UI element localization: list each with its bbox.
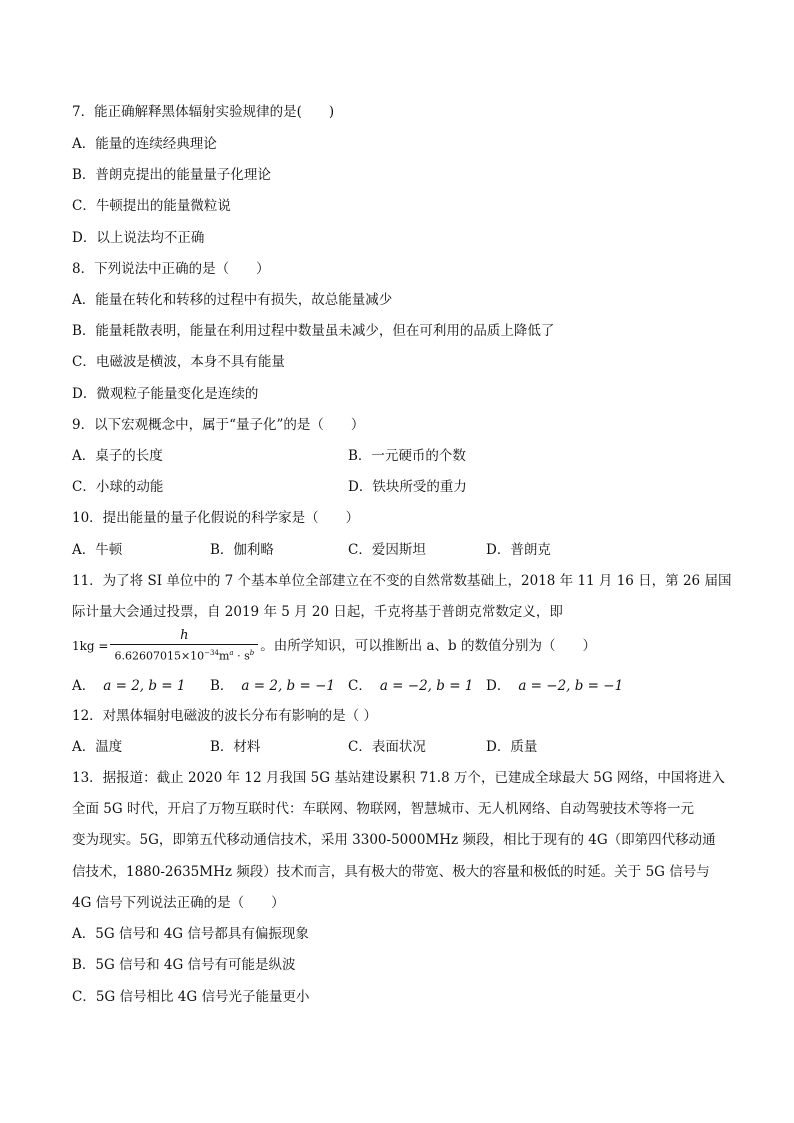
formula-den-a: a <box>229 649 234 657</box>
q8-option-d: D．微观粒子能量变化是连续的 <box>72 386 259 402</box>
formula-den-b: b <box>249 649 255 657</box>
formula-den-unit: m <box>218 649 230 663</box>
q7-option-c: C．牛顿提出的能量微粒说 <box>72 198 231 214</box>
question-13-stem-line3: 变为现实。5G，即第五代移动通信技术，采用 3300-5000MHz 频段，相比于现有的 4G（即第四代移动通 <box>72 832 716 848</box>
q8-option-c: C．电磁波是横波，本身不具有能量 <box>72 354 285 370</box>
formula-lhs: 1kg = <box>72 639 109 654</box>
q9-option-d: D．铁块所受的重力 <box>348 479 467 495</box>
q11-option-b-value: a = 2, b = −1 <box>241 678 335 694</box>
formula-den-exp: −34 <box>204 649 219 657</box>
q11-option-a-label: A． <box>72 678 96 694</box>
q12-option-a: A．温度 <box>72 739 123 755</box>
question-13-stem-line1: 13．据报道：截止 2020 年 12 月我国 5G 基站建设累积 71.8 万个，已建成全球最大 5G 网络，中国将进入 <box>72 770 725 786</box>
formula-fraction <box>110 628 258 665</box>
q11-option-c-label: C． <box>348 678 372 694</box>
q7-option-b: B．普朗克提出的能量量子化理论 <box>72 167 271 183</box>
q8-option-b: B．能量耗散表明，能量在利用过程中数量虽未减少，但在可利用的品质上降低了 <box>72 323 555 339</box>
kilogram-definition-formula <box>72 628 596 665</box>
q12-option-d: D．质量 <box>486 739 538 755</box>
q11-option-a <box>72 676 186 696</box>
formula-den-dot: · s <box>233 649 250 663</box>
q10-option-c: C．爱因斯坦 <box>348 542 426 558</box>
question-11-stem-line2: 际计量大会通过投票，自 2019 年 5 月 20 日起，千克将基于普朗克常数定义，即 <box>72 604 563 620</box>
question-7-stem: 7．能正确解释黑体辐射实验规律的是( ) <box>72 104 335 120</box>
q10-option-b: B．伽利略 <box>210 542 274 558</box>
question-13-stem-line2: 全面 5G 时代，开启了万物互联时代：车联网、物联网，智慧城市、无人机网络、自动驾驶技术等将一元 <box>72 801 694 817</box>
formula-numerator: h <box>180 628 189 643</box>
q10-option-a: A．牛顿 <box>72 542 123 558</box>
q13-option-b: B．5G 信号和 4G 信号有可能是纵波 <box>72 957 296 973</box>
question-9-stem: 9．以下宏观概念中，属于“量子化”的是（ ） <box>72 417 365 433</box>
question-10-stem: 10．提出能量的量子化假说的科学家是（ ） <box>72 510 360 526</box>
q11-option-a-value: a = 2, b = 1 <box>103 678 186 694</box>
q7-option-a: A．能量的连续经典理论 <box>72 136 217 152</box>
q11-option-d-value: a = −2, b = −1 <box>518 678 624 694</box>
q13-option-a: A．5G 信号和 4G 信号都具有偏振现象 <box>72 926 309 942</box>
q8-option-a: A．能量在转化和转移的过程中有损失，故总能量减少 <box>72 292 393 308</box>
question-11-stem-line3: 。由所学知识，可以推断出 a、b 的数值分别为（ ） <box>260 638 596 655</box>
q13-option-c: C．5G 信号相比 4G 信号光子能量更小 <box>72 989 310 1005</box>
q11-option-d <box>486 676 623 696</box>
q11-option-b <box>210 676 335 696</box>
q9-option-a: A．桌子的长度 <box>72 448 163 464</box>
q7-option-d: D．以上说法均不正确 <box>72 230 205 246</box>
question-12-stem: 12．对黑体辐射电磁波的波长分布有影响的是（ ） <box>72 708 377 724</box>
q9-option-b: B．一元硬币的个数 <box>348 448 466 464</box>
formula-den-main: 6.62607015×10 <box>114 649 205 663</box>
q12-option-c: C．表面状况 <box>348 739 426 755</box>
q12-option-b: B．材料 <box>210 739 261 755</box>
q11-option-c <box>348 676 473 696</box>
q9-option-c: C．小球的动能 <box>72 479 164 495</box>
q11-option-b-label: B． <box>210 678 234 694</box>
question-13-stem-line5: 4G 信号下列说法正确的是（ ） <box>72 895 285 911</box>
q10-option-d: D．普朗克 <box>486 542 551 558</box>
q11-option-d-label: D． <box>486 678 511 694</box>
question-8-stem: 8．下列说法中正确的是（ ） <box>72 261 270 277</box>
question-13-stem-line4: 信技术，1880-2635MHz 频段）技术而言，具有极大的带宽、极大的容量和极低的时延。关于 5G 信号与 <box>72 864 710 880</box>
formula-denominator <box>110 644 258 665</box>
question-11-stem-line1: 11．为了将 SI 单位中的 7 个基本单位全部建立在不变的自然常数基础上，2018 年 11 月 16 日，第 26 届国 <box>72 573 732 589</box>
q11-option-c-value: a = −2, b = 1 <box>379 678 474 694</box>
